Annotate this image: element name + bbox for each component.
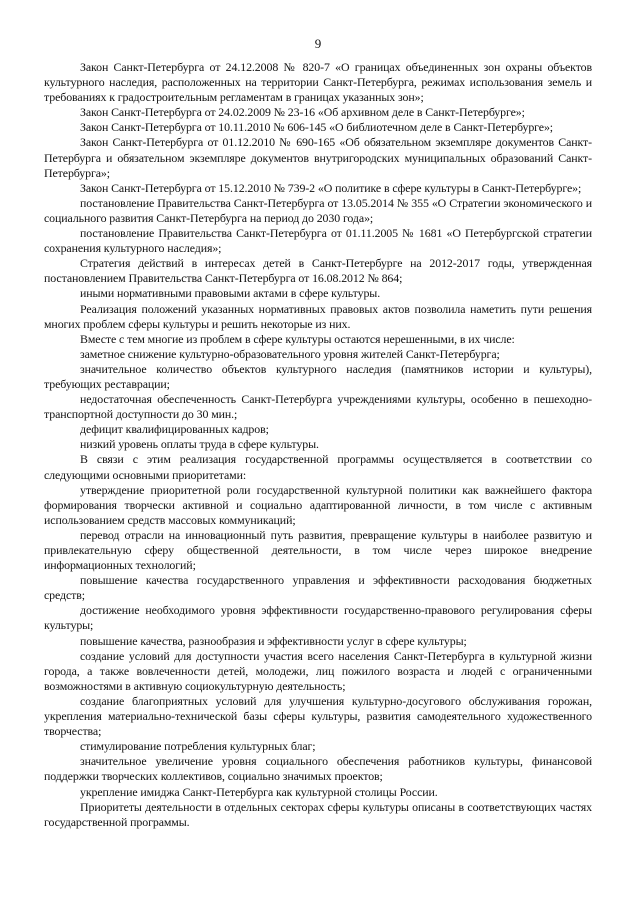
paragraph: дефицит квалифицированных кадров;: [80, 422, 269, 437]
paragraph: Закон Санкт-Петербурга от 15.12.2010 № 739-2 «О политике в сфере культуры в Санкт-Петербурге»;: [80, 180, 582, 195]
paragraph: достижение необходимого уровня эффективности государственно-правового регулирования сферы культуры;: [44, 603, 592, 633]
paragraph: иными нормативными правовыми актами в сфере культуры.: [80, 286, 381, 301]
paragraph: значительное увеличение уровня социального обеспечения работников культуры, финансовой поддержки творческих коллективов, социально значимых проектов;: [44, 754, 592, 784]
paragraph: низкий уровень оплаты труда в сфере культуры.: [80, 437, 319, 452]
paragraph: Закон Санкт-Петербурга от 24.02.2009 № 23-16 «Об архивном деле в Санкт-Петербурге»;: [80, 105, 525, 120]
paragraph: стимулирование потребления культурных благ;: [80, 739, 316, 754]
page-number: 9: [314, 36, 322, 51]
paragraph: Закон Санкт-Петербурга от 01.12.2010 № 690-165 «Об обязательном экземпляре документов Санкт-Петербурга и обязательном экземпляре документов внутригородских муниципальных образований Санкт-Петербурга»;: [44, 135, 592, 180]
paragraph: укрепление имиджа Санкт-Петербурга как культурной столицы России.: [80, 784, 438, 799]
paragraph: Стратегия действий в интересах детей в Санкт-Петербурге на 2012-2017 годы, утвержденная постановлением Правительства Санкт-Петербурга от 16.08.2012 № 864;: [44, 256, 592, 286]
paragraph: постановление Правительства Санкт-Петербурга от 01.11.2005 № 1681 «О Петербургской стратегии сохранения культурного наследия»;: [44, 226, 592, 256]
paragraph: недостаточная обеспеченность Санкт-Петербурга учреждениями культуры, особенно в пешеходно-транспортной доступности до 30 мин.;: [44, 392, 592, 422]
paragraph: Вместе с тем многие из проблем в сфере культуры остаются нерешенными, в их числе:: [80, 331, 515, 346]
paragraph: создание благоприятных условий для улучшения культурно-досугового обслуживания горожан, укрепления материально-технической базы сферы культуры, развития самодеятельного художественного творчества;: [44, 693, 592, 739]
paragraph: В связи с этим реализация государственной программы осуществляется в соответствии со следующими основными приоритетами:: [44, 452, 592, 482]
paragraph: Закон Санкт-Петербурга от 10.11.2010 № 606-145 «О библиотечном деле в Санкт-Петербурге»;: [80, 120, 554, 135]
paragraph: утверждение приоритетной роли государственной культурной политики как важнейшего фактора формирования творчески активной и социально адаптированной личности, в том числе с активным использованием средств массовых коммуникаций;: [44, 482, 592, 527]
paragraph: заметное снижение культурно-образовательного уровня жителей Санкт-Петербурга;: [80, 346, 500, 361]
paragraph: значительное количество объектов культурного наследия (памятников истории и культуры), требующих реставрации;: [44, 361, 592, 391]
document-body: [44, 60, 592, 830]
paragraph: создание условий для доступности участия всего населения Санкт-Петербурга в культурной жизни города, а также вовлеченности детей, молодежи, лиц пожилого возраста и людей с ограниченными возможностями в активную социокультурную деятельность;: [44, 648, 592, 693]
paragraph: повышение качества, разнообразия и эффективности услуг в сфере культуры;: [80, 633, 467, 648]
paragraph: Закон Санкт-Петербурга от 24.12.2008 № 820-7 «О границах объединенных зон охраны объектов культурного наследия, расположенных на территории Санкт-Петербурга, режимах использования земель и требованиях к градостроительным регламентам в границах указанных зон»;: [44, 60, 592, 105]
paragraph: перевод отрасли на инновационный путь развития, превращение культуры в наиболее развитую и привлекательную сферу общественной деятельности, в том числе через широкое внедрение информационных технологий;: [44, 527, 592, 573]
paragraph: постановление Правительства Санкт-Петербурга от 13.05.2014 № 355 «О Стратегии экономического и социального развития Санкт-Петербурга на период до 2030 года»;: [44, 195, 592, 225]
document-page: [44, 36, 592, 830]
paragraph: повышение качества государственного управления и эффективности расходования бюджетных средств;: [44, 573, 592, 603]
paragraph: Реализация положений указанных нормативных правовых актов позволила наметить пути решения многих проблем сферы культуры и решить некоторые из них.: [44, 301, 592, 331]
paragraph: Приоритеты деятельности в отдельных секторах сферы культуры описаны в соответствующих частях государственной программы.: [44, 799, 592, 829]
